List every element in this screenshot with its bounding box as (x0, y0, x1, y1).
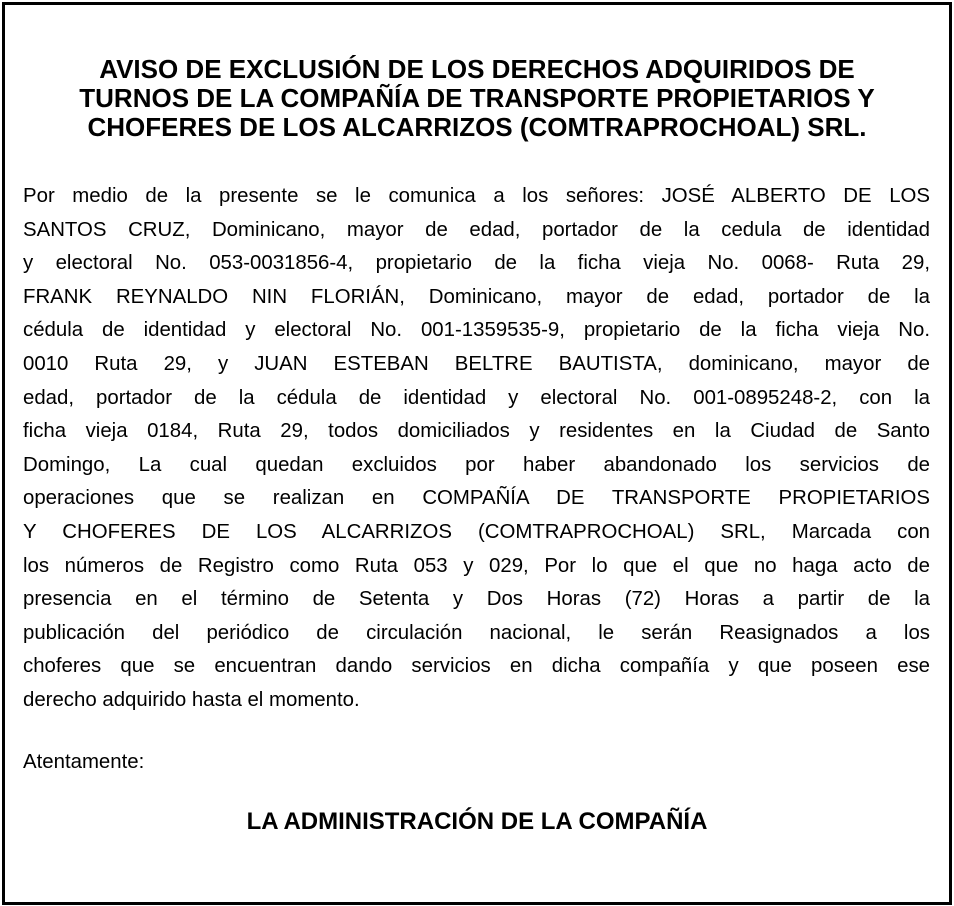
body-line: operaciones que se realizan en COMPAÑÍA DE TRANSPORTE PROPIETARIOS (23, 487, 930, 510)
title-line: TURNOS DE LA COMPAÑÍA DE TRANSPORTE PROPIETARIOS Y (79, 83, 875, 113)
body-line: FRANK REYNALDO NIN FLORIÁN, Dominicano, mayor de edad, portador de la (23, 285, 930, 308)
body-line: 0010 Ruta 29, y JUAN ESTEBAN BELTRE BAUTISTA, dominicano, mayor de (23, 352, 930, 375)
body-line: SANTOS CRUZ, Dominicano, mayor de edad, portador de la cedula de identidad (23, 218, 930, 241)
title-line: AVISO DE EXCLUSIÓN DE LOS DERECHOS ADQUIRIDOS DE (99, 54, 855, 84)
signature: LA ADMINISTRACIÓN DE LA COMPAÑÍA (246, 808, 708, 835)
body-line: cédula de identidad y electoral No. 001-1359535-9, propietario de la ficha vieja No. (23, 319, 930, 342)
notice-box (2, 2, 952, 905)
body-line: Por medio de la presente se le comunica a los señores: JOSÉ ALBERTO DE LOS (23, 185, 930, 207)
body-line: y electoral No. 053-0031856-4, propietario de la ficha vieja No. 0068- Ruta 29, (23, 252, 930, 275)
body-line: derecho adquirido hasta el momento. (23, 688, 360, 711)
body-line: presencia en el término de Setenta y Dos Horas (72) Horas a partir de la (23, 588, 930, 611)
notice-title (5, 55, 949, 142)
title-line: CHOFERES DE LOS ALCARRIZOS (COMTRAPROCHOAL) SRL. (87, 112, 867, 142)
body-line: los números de Registro como Ruta 053 y 029, Por lo que el que no haga acto de (23, 554, 930, 577)
notice-body (23, 180, 930, 718)
body-line: Y CHOFERES DE LOS ALCARRIZOS (COMTRAPROCHOAL) SRL, Marcada con (23, 520, 930, 543)
body-line: Domingo, La cual quedan excluidos por haber abandonado los servicios de (23, 453, 930, 476)
body-line: choferes que se encuentran dando servicios en dicha compañía y que poseen ese (23, 655, 930, 678)
closing-salutation: Atentamente: (23, 751, 145, 773)
body-line: edad, portador de la cédula de identidad y electoral No. 001-0895248-2, con la (23, 386, 930, 409)
body-line: publicación del periódico de circulación nacional, le serán Reasignados a los (23, 621, 930, 644)
body-line: ficha vieja 0184, Ruta 29, todos domiciliados y residentes en la Ciudad de Santo (23, 420, 930, 443)
